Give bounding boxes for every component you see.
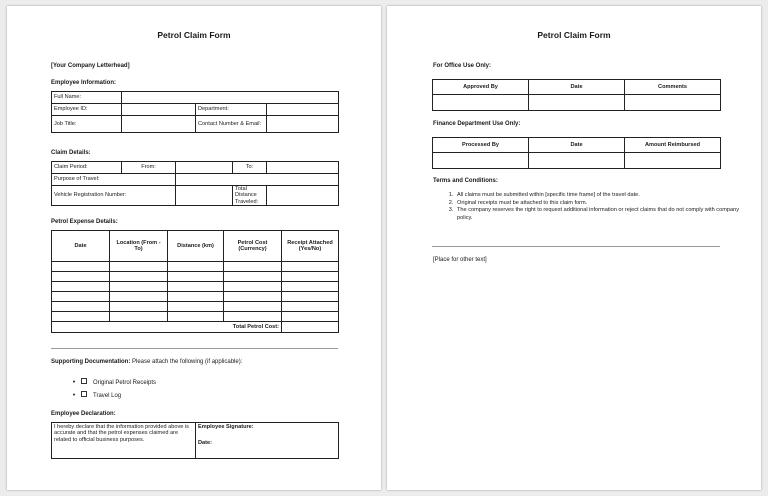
office-use-heading: For Office Use Only:	[433, 63, 492, 69]
purpose-field[interactable]	[176, 174, 339, 186]
petrol-expense-table	[51, 230, 339, 333]
to-field[interactable]	[267, 162, 339, 174]
vehicle-label: Vehicle Registration Number:	[52, 186, 176, 206]
total-petrol-cost-field[interactable]	[282, 322, 339, 333]
col-processed-by: Processed By	[433, 138, 529, 153]
divider	[432, 246, 720, 247]
table-row	[52, 292, 339, 302]
divider	[51, 348, 338, 349]
finance-use-table	[432, 137, 721, 169]
office-use-table	[432, 79, 721, 111]
total-petrol-cost-label: Total Petrol Cost:	[52, 322, 282, 333]
department-field[interactable]	[267, 104, 339, 116]
page-title: Petrol Claim Form	[157, 30, 231, 40]
col-petrol-cost: Petrol Cost (Currency)	[224, 231, 282, 262]
signature-label: Employee Signature:	[198, 424, 254, 430]
col-date: Date	[52, 231, 110, 262]
page-1	[7, 6, 381, 490]
table-row	[433, 95, 721, 111]
claim-period-label: Claim Period:	[52, 162, 122, 174]
employee-id-field[interactable]	[122, 104, 196, 116]
checkbox-icon[interactable]	[81, 391, 87, 397]
col-location: Location (From - To)	[110, 231, 168, 262]
list-item: 1. All claims must be submitted within [specific time frame] of the travel date.	[455, 192, 741, 200]
checkbox-icon[interactable]	[81, 378, 87, 384]
page-2	[387, 6, 761, 490]
checkbox-item-receipts[interactable]: • Original Petrol Receipts	[72, 379, 157, 386]
placeholder-text: [Place for other text]	[433, 257, 487, 263]
to-label: To:	[233, 162, 267, 174]
col-approved-by: Approved By	[433, 80, 529, 95]
supporting-docs-text: Supporting Documentation: Please attach the following (if applicable):	[51, 359, 243, 365]
employee-info-heading: Employee Information:	[51, 80, 117, 86]
company-letterhead: [Your Company Letterhead]	[51, 63, 130, 69]
table-row	[52, 312, 339, 322]
vehicle-field[interactable]	[176, 186, 233, 206]
col-date: Date	[529, 138, 625, 153]
claim-details-heading: Claim Details:	[51, 150, 91, 156]
list-item: 2. Original receipts must be attached to this claim form.	[455, 200, 741, 208]
date-label: Date:	[198, 440, 212, 447]
job-title-label: Job Title:	[52, 116, 122, 133]
claim-details-table	[51, 161, 339, 206]
col-comments: Comments	[625, 80, 721, 95]
full-name-label: Full Name:	[52, 92, 122, 104]
table-row	[433, 153, 721, 169]
col-distance: Distance (km)	[168, 231, 224, 262]
table-row	[52, 272, 339, 282]
table-row	[52, 262, 339, 272]
signature-cell[interactable]	[196, 423, 339, 459]
distance-label: Total Distance Traveled:	[233, 186, 267, 206]
terms-heading: Terms and Conditions:	[433, 178, 498, 184]
full-name-field[interactable]	[122, 92, 339, 104]
finance-use-heading: Finance Department Use Only:	[433, 121, 521, 127]
col-date: Date	[529, 80, 625, 95]
employee-info-table	[51, 91, 339, 133]
petrol-expense-heading: Petrol Expense Details:	[51, 219, 118, 225]
job-title-field[interactable]	[122, 116, 196, 133]
terms-list	[433, 192, 741, 222]
from-field[interactable]	[176, 162, 233, 174]
employee-id-label: Employee ID:	[52, 104, 122, 116]
table-row	[52, 302, 339, 312]
page-title: Petrol Claim Form	[537, 30, 611, 40]
declaration-text: I hereby declare that the information provided above is accurate and that the petrol expenses claimed are related to official business purposes.	[52, 423, 196, 459]
col-amount-reimbursed: Amount Reimbursed	[625, 138, 721, 153]
declaration-table	[51, 422, 339, 459]
checkbox-item-travel-log[interactable]: • Travel Log	[72, 392, 122, 399]
department-label: Department:	[196, 104, 267, 116]
declaration-heading: Employee Declaration:	[51, 411, 116, 417]
from-label: From:	[122, 162, 176, 174]
contact-field[interactable]	[267, 116, 339, 133]
distance-field[interactable]	[267, 186, 339, 206]
table-row	[52, 282, 339, 292]
purpose-label: Purpose of Travel:	[52, 174, 176, 186]
col-receipt: Receipt Attached (Yes/No)	[282, 231, 339, 262]
contact-label: Contact Number & Email:	[196, 116, 267, 133]
list-item: 3. The company reserves the right to request additional information or reject claims that do not comply with company policy.	[455, 207, 741, 222]
